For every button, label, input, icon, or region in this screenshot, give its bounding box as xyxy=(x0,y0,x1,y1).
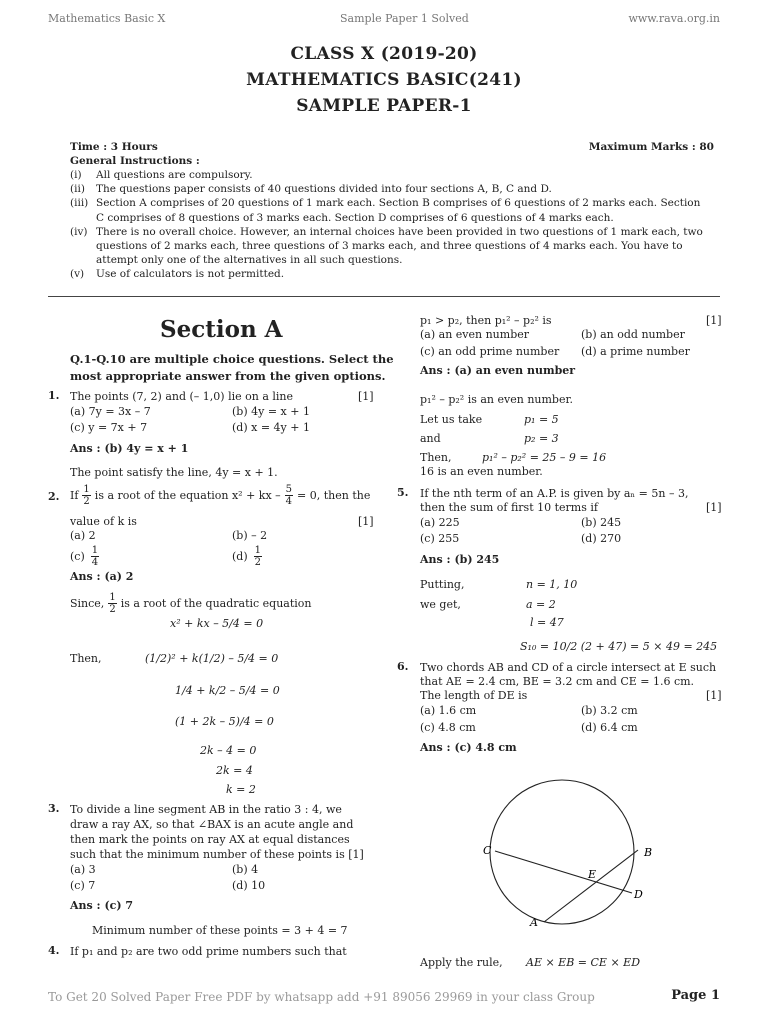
q1-mark: [1] xyxy=(358,390,374,403)
option-label: (c) xyxy=(70,550,85,563)
q2-step2: (1/2)² + k(1/2) – 5/4 = 0 xyxy=(145,652,279,665)
q6-mark: [1] xyxy=(706,689,722,702)
instruction-number: (iii) xyxy=(70,197,89,210)
q5-option-b: (b) 245 xyxy=(581,516,622,529)
fraction: $\frac{1}{2}$ xyxy=(109,592,116,615)
instruction-item xyxy=(70,267,720,281)
q6-text-line3: The length of DE is xyxy=(420,689,528,702)
q3-option-a: (a) 3 xyxy=(70,863,96,876)
header-left: Mathematics Basic X xyxy=(48,12,166,25)
q5-text-line1: If the nth term of an A.P. is given by aₙ = 5n – 3, xyxy=(420,487,689,500)
q5-solution-label: Putting, xyxy=(420,578,465,591)
q2-text-part: If xyxy=(70,489,79,502)
text-part: is a root of the quadratic equation xyxy=(120,597,312,610)
q4-mark: [1] xyxy=(706,314,722,327)
q4-solution-1: p₁² – p₂² is an even number. xyxy=(420,393,574,406)
instruction-text: The questions paper consists of 40 questions divided into four sections A, B, C and D. xyxy=(96,183,552,196)
instruction-item xyxy=(70,168,720,182)
instruction-item xyxy=(70,182,720,196)
q2-option-b: (b) – 2 xyxy=(232,529,268,542)
q6-number: 6. xyxy=(397,660,409,673)
instruction-text xyxy=(96,225,703,268)
q2-step6: 2k = 4 xyxy=(216,764,253,777)
q5-number: 5. xyxy=(397,486,409,499)
q6-text-line2: that AE = 2.4 cm, BE = 3.2 cm and CE = 1.6 cm. xyxy=(420,675,695,688)
header-center: Sample Paper 1 Solved xyxy=(340,12,469,25)
time-label: Time : 3 Hours xyxy=(70,141,158,153)
q3-line: To divide a line segment AB in the ratio 3 : 4, we xyxy=(70,803,342,816)
q4-solution-value: p₁ = 5 xyxy=(524,413,559,426)
title-subject: MATHEMATICS BASIC(241) xyxy=(246,70,522,90)
q1-answer: Ans : (b) 4y = x + 1 xyxy=(70,442,189,455)
q3-text xyxy=(70,802,375,862)
label-a: A xyxy=(530,916,538,929)
label-c: C xyxy=(483,844,492,857)
circle xyxy=(490,780,634,924)
q2-since xyxy=(70,592,312,615)
q4-option-b: (b) an odd number xyxy=(581,328,685,341)
fraction: $\frac{1}{2}$ xyxy=(254,545,261,568)
q5-mark: [1] xyxy=(706,501,722,514)
q6-option-a: (a) 1.6 cm xyxy=(420,704,477,717)
instruction-line: C comprises of 8 questions of 3 marks each. Section D comprises of 6 questions of 4 marks each. xyxy=(96,211,614,224)
q4-solution-label: and xyxy=(420,432,441,445)
q2-step4: (1 + 2k – 5)/4 = 0 xyxy=(175,715,274,728)
q5-option-a: (a) 225 xyxy=(420,516,460,529)
q2-option-a: (a) 2 xyxy=(70,529,96,542)
q1-solution: The point satisfy the line, 4y = x + 1. xyxy=(70,466,278,479)
q1-text: The points (7, 2) and (– 1,0) lie on a line xyxy=(70,390,294,403)
instruction-number: (i) xyxy=(70,169,82,181)
section-a-title: Section A xyxy=(160,316,283,343)
fraction: $\frac{1}{2}$ xyxy=(83,484,90,507)
q1-option-b: (b) 4y = x + 1 xyxy=(232,405,310,418)
fraction: $\frac{5}{4}$ xyxy=(285,484,293,507)
q3-line: such that the minimum number of these points is [1] xyxy=(70,848,364,861)
q5-answer: Ans : (b) 245 xyxy=(420,553,500,566)
q2-step7: k = 2 xyxy=(226,783,256,796)
q6-rule-formula: AE × EB = CE × ED xyxy=(526,956,641,969)
chord-cd xyxy=(495,851,632,893)
q4-option-a: (a) an even number xyxy=(420,328,530,341)
q4-text-line1: If p₁ and p₂ are two odd prime numbers such that xyxy=(70,945,347,958)
q3-solution: Minimum number of these points = 3 + 4 = 7 xyxy=(92,924,348,937)
q6-option-d: (d) 6.4 cm xyxy=(581,721,638,734)
title-paper: SAMPLE PAPER-1 xyxy=(296,96,472,116)
instruction-item xyxy=(70,196,720,224)
instruction-item xyxy=(70,225,720,268)
general-instructions-heading: General Instructions : xyxy=(70,155,200,167)
chord-ab xyxy=(544,850,638,922)
text-part: Since, xyxy=(70,597,105,610)
q5-solution-sum: S₁₀ = 10/2 (2 + 47) = 5 × 49 = 245 xyxy=(520,640,718,653)
q5-solution-value: l = 47 xyxy=(530,616,564,629)
page-number: Page 1 xyxy=(671,988,720,1003)
q4-answer: Ans : (a) an even number xyxy=(420,364,576,377)
header-right: www.rava.org.in xyxy=(628,12,720,25)
q3-option-b: (b) 4 xyxy=(232,863,259,876)
label-d: D xyxy=(634,888,643,901)
q2-mark: [1] xyxy=(358,515,374,528)
q4-option-c: (c) an odd prime number xyxy=(420,345,560,358)
q2-step1: x² + kx – 5/4 = 0 xyxy=(170,617,264,630)
title-class: CLASS X (2019-20) xyxy=(290,44,478,64)
q1-option-a: (a) 7y = 3x – 7 xyxy=(70,405,151,418)
instruction-line: There is no overall choice. However, an internal choices have been provided in two questions of 1 mark each, two xyxy=(96,225,703,238)
q5-option-c: (c) 255 xyxy=(420,532,460,545)
fraction: $\frac{1}{4}$ xyxy=(91,545,99,568)
q2-text-part: = 0, then the xyxy=(297,489,371,502)
q2-then-label: Then, xyxy=(70,652,102,665)
q2-step5: 2k – 4 = 0 xyxy=(200,744,257,757)
q5-option-d: (d) 270 xyxy=(581,532,622,545)
q4-option-d: (d) a prime number xyxy=(581,345,690,358)
instruction-number: (iv) xyxy=(70,225,88,238)
label-b: B xyxy=(644,846,653,859)
q2-text-line2: value of k is xyxy=(70,515,137,528)
instruction-text: All questions are compulsory. xyxy=(96,169,253,181)
q5-solution-value: a = 2 xyxy=(526,598,556,611)
instructions-list xyxy=(70,168,720,282)
q6-answer: Ans : (c) 4.8 cm xyxy=(420,741,517,754)
q4-text-line2: p₁ > p₂, then p₁² – p₂² is xyxy=(420,314,552,327)
q5-solution-label: we get, xyxy=(420,598,461,611)
q1-option-d: (d) x = 4y + 1 xyxy=(232,421,310,434)
footer-promo: To Get 20 Solved Paper Free PDF by whatsapp add +91 89056 29969 in your class Group xyxy=(48,990,595,1004)
chord-circle-diagram xyxy=(478,776,678,940)
instruction-text: Use of calculators is not permitted. xyxy=(96,268,285,281)
q2-number: 2. xyxy=(48,490,60,503)
q2-option-d xyxy=(232,545,262,568)
q2-text-part: is a root of the equation x² + kx – xyxy=(94,489,281,502)
instruction-line: questions of 2 marks each, three questions of 3 marks each, and three questions of 4 marks each. You have to xyxy=(96,240,683,253)
instruction-text xyxy=(96,196,700,224)
instruction-number: (ii) xyxy=(70,183,85,196)
divider-rule xyxy=(48,296,720,297)
q4-solution-value: p₁² – p₂² = 25 – 9 = 16 xyxy=(482,451,607,464)
q6-option-c: (c) 4.8 cm xyxy=(420,721,476,734)
q6-text-line1: Two chords AB and CD of a circle intersect at E such xyxy=(420,661,717,674)
q2-text xyxy=(70,484,370,507)
q2-step3: 1/4 + k/2 – 5/4 = 0 xyxy=(175,684,280,697)
q3-line: then mark the points on ray AX at equal distances xyxy=(70,833,350,846)
q5-solution-value: n = 1, 10 xyxy=(526,578,578,591)
section-intro-line2: most appropriate answer from the given options. xyxy=(70,369,386,383)
q4-solution-value: p₂ = 3 xyxy=(524,432,559,445)
instruction-number: (v) xyxy=(70,268,85,281)
q4-solution-label: Then, xyxy=(420,451,452,464)
q6-rule-label: Apply the rule, xyxy=(420,956,503,969)
q4-number: 4. xyxy=(48,944,60,957)
q2-option-c xyxy=(70,545,99,568)
q5-text-line2: then the sum of first 10 terms if xyxy=(420,501,598,514)
q1-option-c: (c) y = 7x + 7 xyxy=(70,421,148,434)
q3-option-d: (d) 10 xyxy=(232,879,266,892)
option-label: (d) xyxy=(232,550,248,563)
q3-option-c: (c) 7 xyxy=(70,879,96,892)
q1-number: 1. xyxy=(48,389,60,402)
instruction-line: Section A comprises of 20 questions of 1 mark each. Section B comprises of 6 questions of 2 marks each. Section xyxy=(96,197,701,210)
section-intro-line1: Q.1-Q.10 are multiple choice questions. Select the xyxy=(70,352,394,366)
q3-line: draw a ray AX, so that ∠BAX is an acute angle and xyxy=(70,818,354,831)
q4-solution-end: 16 is an even number. xyxy=(420,465,543,478)
q3-answer: Ans : (c) 7 xyxy=(70,899,134,912)
label-e: E xyxy=(588,868,597,881)
q6-option-b: (b) 3.2 cm xyxy=(581,704,638,717)
q3-number: 3. xyxy=(48,802,60,815)
instruction-line: attempt only one of the alternatives in all such questions. xyxy=(96,254,403,267)
q4-solution-label: Let us take xyxy=(420,413,483,426)
max-marks-label: Maximum Marks : 80 xyxy=(588,141,714,153)
q2-answer: Ans : (a) 2 xyxy=(70,570,134,583)
